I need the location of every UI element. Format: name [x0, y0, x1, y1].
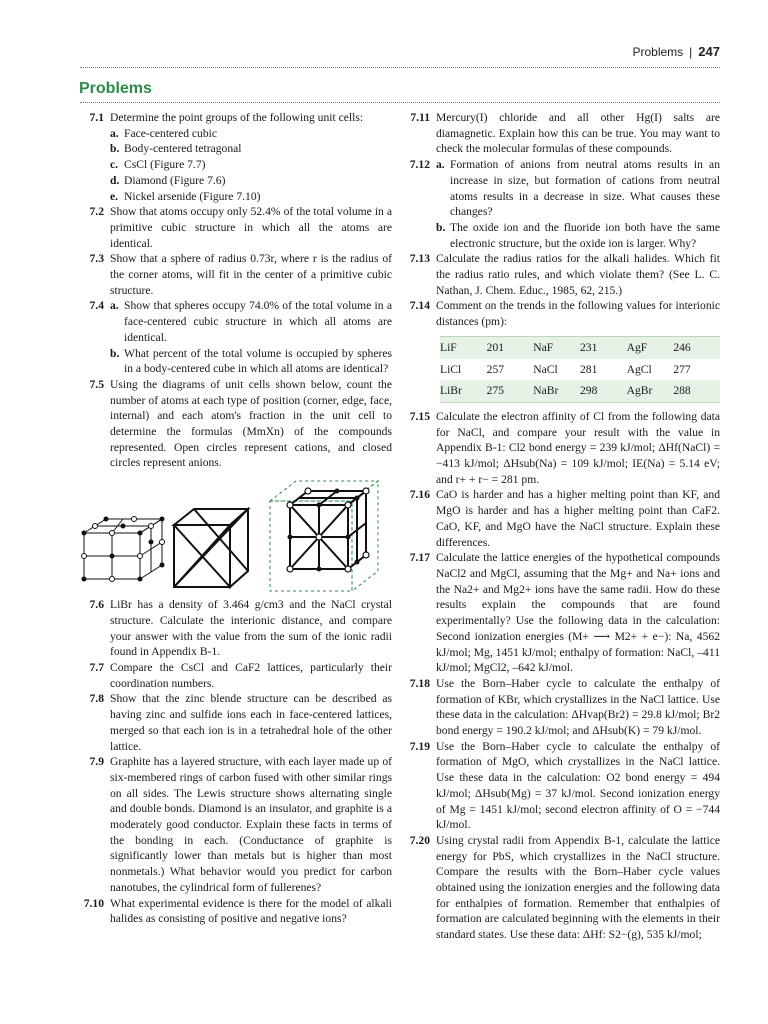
unit-cell-diagram-3: [264, 475, 384, 597]
problem-7-15: 7.15 Calculate the electron affinity of Cl from the following data for NaCl, and compare your result with the value in Appendix B-1: Cl2 bond energy = 239 kJ/mol; ΔHf(NaCl) = −413 kJ/mol; ΔHsub(Na) = 109 kJ/mol; IE(Na) = 5.14 eV; and r+ + r− = 281 pm.: [409, 409, 720, 486]
problem-text: Calculate the radius ratios for the alkali halides. Which fit the radius ratio rules, and which violate them? (See L. C. Nathan, J. Chem. Educ., 1985, 62, 215.): [436, 252, 720, 297]
right-column: [406, 110, 720, 943]
problem-7-13: 7.13 Calculate the radius ratios for the alkali halides. Which fit the radius ratio rules, and which violate them? (See L. C. Nathan, J. Chem. Educ., 1985, 62, 215.): [409, 252, 720, 297]
problem-7-2: 7.2 Show that atoms occupy only 52.4% of the total volume in a primitive cubic structure in which all the atoms are identical.: [89, 205, 392, 250]
problem-text: What experimental evidence is there for the model of alkali halides as consisting of positive and negative ions?: [110, 896, 392, 926]
sub-item: d. Diamond (Figure 7.6): [110, 173, 226, 187]
problem-7-10: 7.10 What experimental evidence is there for the model of alkali halides as consisting of positive and negative ions?: [83, 896, 392, 926]
problem-text: CaO is harder and has a higher melting point than KF, and MgO is harder and has a higher melting point than CaF2. CaO, KF, and MgO have the NaCl structure. Explain these differences.: [436, 488, 720, 549]
problem-text: Use the Born–Haber cycle to calculate the enthalpy of formation of KBr, which crystallizes in the NaCl lattice. Use these data in the calculation: ΔHvap(Br2) = 29.8 kJ/mol; Br2 bond energy = 190.2 kJ/mol; and ΔHsub(K) = 79 kJ/mol.: [436, 676, 720, 738]
running-head: [632, 44, 720, 59]
problem-text: Show that atoms occupy only 52.4% of the total volume in a primitive cubic structure in which all the atoms are identical.: [110, 205, 392, 250]
sub-item: b. Body-centered tetragonal: [110, 142, 242, 156]
problem-7-12: 7.12 a. Formation of anions from neutral atoms results in an increase in size, but formation of cations from neutral atoms results in a decrease in size. What causes these changes? b. The oxide ion and the fluoride ion both have the same electronic structure, but the oxide ion is larger. Why?: [409, 158, 720, 250]
problem-7-17: 7.17 Calculate the lattice energies of the hypothetical compounds NaCl2 and MgCl, assuming that the Mg+ and Na+ ions and the Na2+ and Mg2+ ions have the same radii. How do these results explain the compounds that are found experimentally? Use the following data in the calculation: Second ionization energies (M+ ⟶ M2+ + e−): Na, 4562 kJ/mol; Mg, 1451 kJ/mol; enthalpy of formation: NaCl, –411 kJ/mol; MgCl2, –642 kJ/mol.: [409, 551, 720, 675]
problem-7-20: 7.20 Using crystal radii from Appendix B-1, calculate the lattice energy for PbS, which crystallizes in the NaCl structure. Compare the results with the Born–Haber cycle values obtained using the ionization energies and the following data for enthalpies of formation. Remember that enthalpies of formation are calculated beginning with the elements in their standard states. Use these data: ΔHf: S2−(g), 535 kJ/mol;: [409, 833, 720, 942]
sub-item: b. What percent of the total volume is occupied by spheres in a body-centered cube in which all atoms are identical?: [110, 346, 392, 376]
problem-7-16: 7.16 CaO is harder and has a higher melting point than KF, and MgO is harder and has a higher melting point than CaF2. CaO, KF, and MgO have the NaCl structure. Explain these differences.: [409, 488, 720, 549]
problem-7-9: 7.9 Graphite has a layered structure, with each layer made up of six-membered rings of carbon fused with other similar rings on all sides. The Lewis structure shows alternating single and double bonds. Diamond is an insulator, and graphite is a moderately good conductor. Explain these facts in terms of the bonding in each. (Conductance of graphite is significantly lower than metals but is higher than most nonmetals.) What behavior would you predict for carbon nanotubes, the cylindrical form of fullerenes?: [89, 755, 392, 894]
running-title: Problems: [632, 45, 684, 59]
problem-7-6: 7.6 LiBr has a density of 3.464 g/cm3 and the NaCl crystal structure. Calculate the interionic distance, and compare your answer with the value from the sum of the ionic radii found in Appendix B-1.: [89, 598, 392, 659]
unit-cell-diagrams: [80, 475, 392, 595]
interionic-distance-table: [440, 336, 720, 403]
page-number: 247: [698, 44, 720, 59]
problem-7-5: 7.5 Using the diagrams of unit cells shown below, count the number of atoms at each type of position (corner, edge, face, internal) and each atom's fraction in the unit cell to determine the formulas (MmXn) of the compounds represented. Open circles represent cations, and closed circles represent anions.: [89, 377, 392, 470]
problem-7-1: [80, 110, 392, 204]
problem-text: Using the diagrams of unit cells shown below, count the number of atoms at each type of position (corner, edge, face, internal) and each atom's fraction in the unit cell to determine the formulas (MmXn) of the compounds represented. Open circles represent cations, and closed circles represent anions.: [110, 377, 392, 470]
table-row: LiBr 275 NaBr 298 AgBr 288: [440, 380, 720, 402]
problem-7-19: 7.19 Use the Born–Haber cycle to calculate the enthalpy of formation of MgO, which crystallizes in the NaCl lattice. Use these data in the calculation: O2 bond energy = 494 kJ/mol; ΔHsub(Mg) = 37 kJ/mol. Second ionization energy of Mg = 1451 kJ/mol; second electron affinity of O = −744 kJ/mol.: [409, 739, 720, 832]
left-column: [80, 110, 392, 927]
problem-text: Calculate the electron affinity of Cl from the following data for NaCl, and compare your result with the value in Appendix B-1: Cl2 bond energy = 239 kJ/mol; ΔHf(NaCl) = −413 kJ/mol; ΔHsub(Na) = 109 kJ/mol; IE(Na) = 5.14 eV; and r+ + r− = 281 pm.: [436, 409, 720, 486]
problem-text: Compare the CsCl and CaF2 lattices, particularly their coordination numbers.: [110, 660, 392, 690]
separator: |: [689, 45, 693, 59]
problem-text: Determine the point groups of the following unit cells:: [110, 111, 364, 124]
problem-text: Show that a sphere of radius 0.73r, where r is the radius of the corner atoms, will fit in the center of a primitive cubic structure.: [110, 252, 392, 297]
sub-item: c. CsCl (Figure 7.7): [110, 158, 206, 172]
title-rule: [80, 102, 720, 103]
problem-7-4: 7.4 a. Show that spheres occupy 74.0% of the total volume in a face-centered cubic structure in which all atoms are identical. b. What percent of the total volume is occupied by spheres in a body-centered cube in which all atoms are identical?: [89, 299, 392, 376]
problem-text: Mercury(I) chloride and all other Hg(I) salts are diamagnetic. Explain how this can be true. You may want to check the molecular formulas of these compounds.: [436, 111, 720, 156]
problem-text: Graphite has a layered structure, with each layer made up of six-membered rings of carbon fused with other similar rings on all sides. The Lewis structure shows alternating single and double bonds. Diamond is an insulator, and graphite is a moderately good conductor. Explain these facts in terms of the bonding in each. (Conductance of graphite is significantly lower than metals but is higher than most nonmetals.) What behavior would you predict for carbon nanotubes, the cylindrical form of fullerenes?: [110, 755, 392, 894]
problem-7-3: 7.3 Show that a sphere of radius 0.73r, where r is the radius of the corner atoms, will fit in the center of a primitive cubic structure.: [89, 252, 392, 297]
problem-text: Comment on the trends in the following values for interionic distances (pm):: [436, 299, 720, 329]
problem-7-7: 7.7 Compare the CsCl and CaF2 lattices, particularly their coordination numbers.: [89, 660, 392, 690]
sub-item: a. Show that spheres occupy 74.0% of the total volume in a face-centered cubic structure in which all atoms are identical.: [110, 299, 392, 344]
sub-item: b. The oxide ion and the fluoride ion both have the same electronic structure, but the oxide ion is larger. Why?: [436, 220, 720, 250]
table-row: LiF 201 NaF 231 AgF 246: [440, 336, 720, 358]
problem-7-8: 7.8 Show that the zinc blende structure can be described as having zinc and sulfide ions each in face-centered lattices, merged so that each ion is in a tetrahedral hole of the other lattice.: [89, 692, 392, 753]
problem-text: Calculate the lattice energies of the hypothetical compounds NaCl2 and MgCl, assuming that the Mg+ and Na+ ions and the Na2+ and Mg2+ ions have the same radii. How do these results explain the compounds that are found experimentally? Use the following data in the calculation: Second ionization energies (M+ ⟶ M2+ + e−): Na, 4562 kJ/mol; Mg, 1451 kJ/mol; enthalpy of formation: NaCl, –411 kJ/mol; MgCl2, –642 kJ/mol.: [436, 551, 720, 675]
sub-item: e. Nickel arsenide (Figure 7.10): [110, 189, 261, 203]
problem-text: LiBr has a density of 3.464 g/cm3 and the NaCl crystal structure. Calculate the interionic distance, and compare your answer with the value from the sum of the ionic radii found in Appendix B-1.: [110, 598, 392, 659]
sub-item: a. Face-centered cubic: [110, 126, 218, 140]
problem-7-14: 7.14 Comment on the trends in the following values for interionic distances (pm):: [409, 299, 720, 329]
problem-text: Show that the zinc blende structure can be described as having zinc and sulfide ions each in face-centered lattices, merged so that each ion is in a tetrahedral hole of the other lattice.: [110, 692, 392, 753]
top-rule: [80, 67, 720, 68]
section-title: Problems: [79, 80, 152, 97]
problem-number: 7.1: [89, 111, 104, 124]
unit-cell-diagram-1: [80, 515, 166, 585]
sub-item: a. Formation of anions from neutral atoms results in an increase in size, but formation of cations from neutral atoms results in a decrease in size. What causes these changes?: [436, 158, 720, 219]
problem-7-11: 7.11 Mercury(I) chloride and all other Hg(I) salts are diamagnetic. Explain how this can be true. You may want to check the molecular formulas of these compounds.: [410, 111, 720, 156]
unit-cell-diagram-2: [170, 503, 252, 593]
problem-text: Use the Born–Haber cycle to calculate the enthalpy of formation of MgO, which crystallizes in the NaCl lattice. Use these data in the calculation: O2 bond energy = 494 kJ/mol; ΔHsub(Mg) = 37 kJ/mol. Second ionization energy of Mg = 1451 kJ/mol; second electron affinity of O = −744 kJ/mol.: [436, 739, 720, 832]
table-row: LiCl 257 NaCl 281 AgCl 277: [440, 359, 720, 381]
problem-text: Using crystal radii from Appendix B-1, calculate the lattice energy for PbS, which crystallizes in the NaCl structure. Compare the results with the Born–Haber cycle values obtained using the ionization energies and the following data for enthalpies of formation. Remember that enthalpies of formation are calculated beginning with the elements in their standard states. Use these data: ΔHf: S2−(g), 535 kJ/mol;: [436, 833, 720, 942]
problem-7-18: 7.18 Use the Born–Haber cycle to calculate the enthalpy of formation of KBr, which crystallizes in the NaCl lattice. Use these data in the calculation: ΔHvap(Br2) = 29.8 kJ/mol; Br2 bond energy = 190.2 kJ/mol; and ΔHsub(K) = 79 kJ/mol.: [409, 676, 720, 738]
